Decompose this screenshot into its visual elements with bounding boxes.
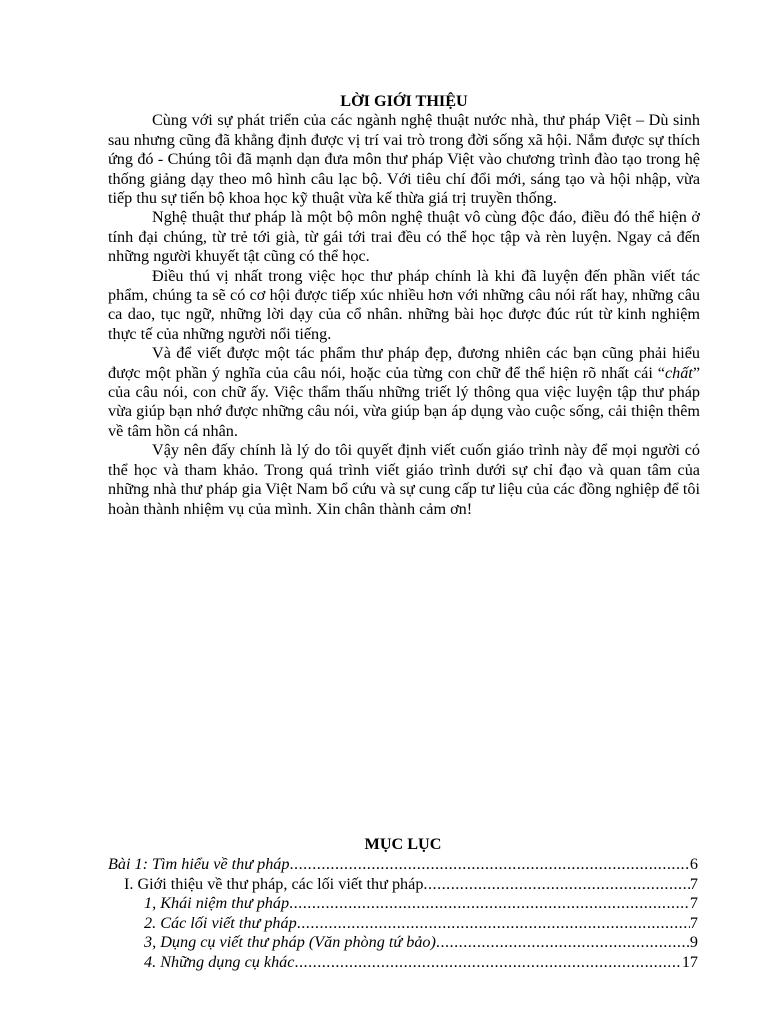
toc-entry-lesson-1[interactable] (108, 855, 698, 875)
toc-page-number: 17 (681, 952, 698, 971)
toc-page-number: 7 (689, 913, 698, 932)
toc-entry-subsection-4[interactable] (108, 953, 698, 973)
intro-paragraph-4-end: ” của câu nói, con chữ ấy. Việc thẩm thấu những triết lý thông qua việc luyện tập thư pháp vừa giúp bạn nhớ được những câu nói, vừa giúp bạn áp dụng vào cuộc sống, cải thiện thêm về tâm hồn cá nhân. (108, 363, 700, 440)
toc-entry-label: 2. Các lối viết thư pháp (144, 913, 297, 932)
intro-paragraph-4 (108, 344, 700, 441)
toc-leader-dots (294, 953, 681, 973)
toc-entry-label: I. Giới thiệu về thư pháp, các lối viết thư pháp (124, 874, 424, 893)
table-of-contents (108, 835, 698, 973)
toc-entry-label: 3, Dụng cụ viết thư pháp (Văn phòng tứ bảo) (144, 933, 436, 952)
toc-page-number: 9 (689, 933, 698, 952)
toc-page-number: 7 (689, 874, 698, 893)
introduction-section (108, 92, 700, 519)
introduction-title: LỜI GIỚI THIỆU (340, 92, 468, 110)
intro-paragraph-4-emphasis: chất (664, 363, 693, 382)
toc-entry-section-1[interactable] (108, 875, 698, 895)
intro-paragraph-1: Cùng với sự phát triển của các ngành nghệ thuật nước nhà, thư pháp Việt – Dù sinh sau nhưng cũng đã khẳng định được vị trí vai trò trong đời sống xã hội. Nắm được sự thích ứng đó - Chúng tôi đã mạnh dạn đưa môn thư pháp Việt vào chương trình đào tạo trong hệ thống giảng dạy theo mô hình câu lạc bộ. Với tiêu chí đổi mới, sáng tạo và hội nhập, vừa tiếp thu sự tiến bộ khoa học kỹ thuật vừa kế thừa giá trị truyền thống. (108, 111, 700, 208)
toc-leader-dots (289, 894, 690, 914)
toc-page-number: 6 (689, 855, 698, 873)
toc-leader-dots (289, 855, 689, 875)
toc-entry-label: 4. Những dụng cụ khác (144, 952, 295, 971)
toc-entry-subsection-3[interactable] (108, 933, 698, 953)
intro-paragraph-2: Nghệ thuật thư pháp là một bộ môn nghệ thuật vô cùng độc đáo, điều đó thể hiện ở tính đại chúng, từ trẻ tới già, từ gái tới trai đều có thể học tập và rèn luyện. Ngay cả đến những người khuyết tật cũng có thể học. (108, 208, 700, 266)
toc-leader-dots (423, 875, 689, 895)
toc-leader-dots (436, 933, 690, 953)
toc-entry-subsection-2[interactable] (108, 914, 698, 934)
intro-paragraph-4-start: Và để viết được một tác phẩm thư pháp đẹp, đương nhiên các bạn cũng phải hiểu được một phần ý nghĩa của câu nói, hoặc của từng con chữ để thể hiện rõ nhất cái “ (108, 344, 700, 382)
toc-page-number: 7 (689, 894, 698, 913)
toc-leader-dots (297, 914, 690, 934)
intro-paragraph-5: Vậy nên đấy chính là lý do tôi quyết định viết cuốn giáo trình này để mọi người có thể học và tham khảo. Trong quá trình viết giáo trình dưới sự chỉ đạo và quan tâm của những nhà thư pháp gia Việt Nam bổ cứu và sự cung cấp tư liệu của các đồng nghiệp để tôi hoàn thành nhiệm vụ của mình. Xin chân thành cảm ơn! (108, 441, 700, 518)
intro-paragraph-3: Điều thú vị nhất trong việc học thư pháp chính là khi đã luyện đến phần viết tác phẩm, chúng ta sẽ có cơ hội được tiếp xúc nhiều hơn với những câu nói rất hay, những câu ca dao, tục ngữ, những lời dạy của cổ nhân. những bài học được đúc rút từ kinh nghiệm thực tế của những người nổi tiếng. (108, 266, 700, 343)
toc-title: MỤC LỤC (364, 835, 442, 853)
toc-entry-label: 1, Khái niệm thư pháp (144, 894, 290, 913)
toc-entry-label: Bài 1: Tìm hiểu về thư pháp (108, 855, 290, 873)
toc-entry-subsection-1[interactable] (108, 894, 698, 914)
